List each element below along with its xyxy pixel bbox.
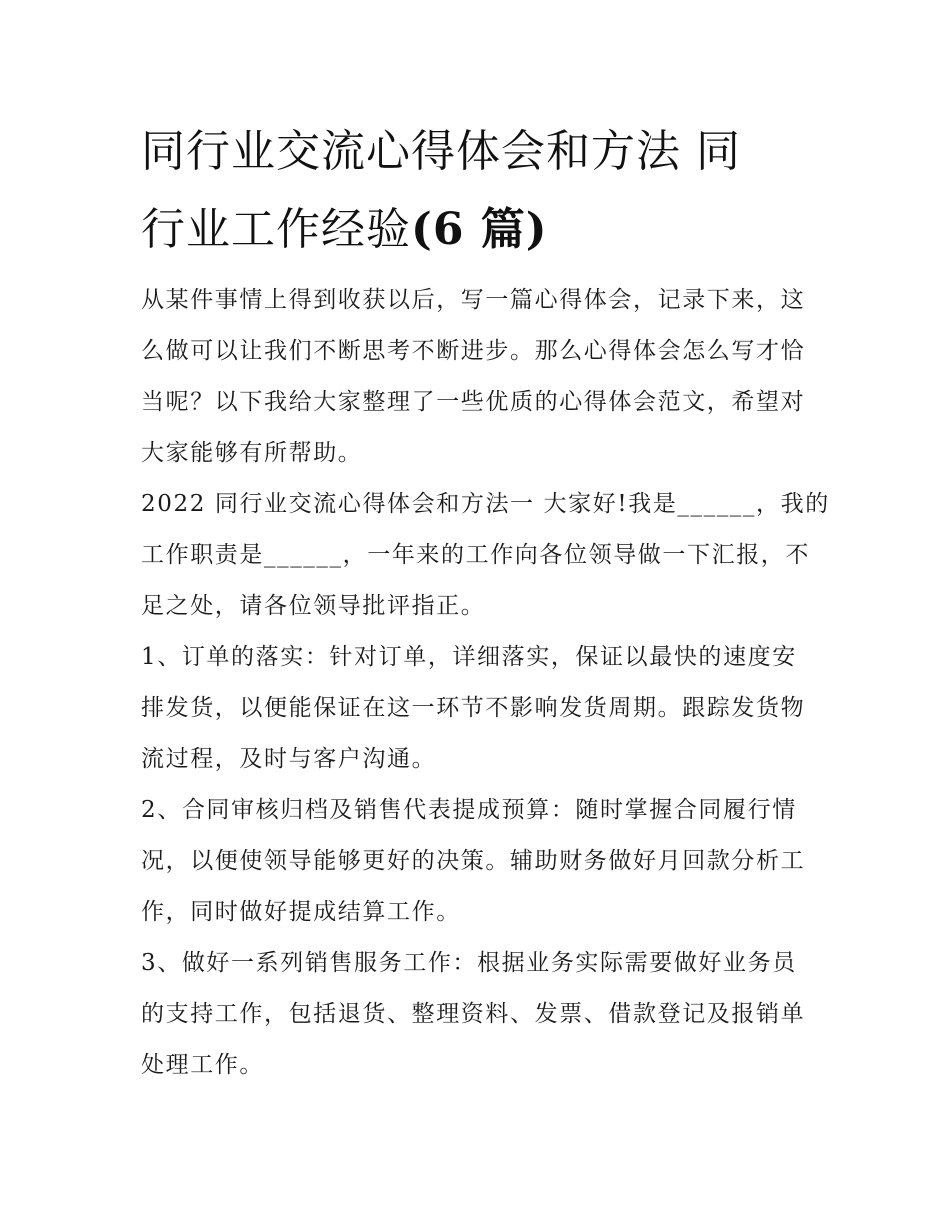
paragraph-line: 2022 同行业交流心得体会和方法一 大家好!我是______，我的 xyxy=(141,491,830,517)
paragraph-line: 1、订单的落实：针对订单，详细落实，保证以最快的速度安 xyxy=(141,644,797,670)
title-line-2 xyxy=(141,191,821,269)
paragraph-line: 2、合同审核归档及销售代表提成预算：随时掌握合同履行情 xyxy=(141,797,797,823)
paragraph-item-1 xyxy=(141,632,821,785)
paragraph-line: 流过程，及时与客户沟通。 xyxy=(141,746,437,772)
title-count: (6 篇) xyxy=(411,204,548,255)
paragraph-line: 处理工作。 xyxy=(141,1052,264,1078)
paragraph-line: 作，同时做好提成结算工作。 xyxy=(141,899,461,925)
paragraph-line: 3、做好一系列销售服务工作：根据业务实际需要做好业务员 xyxy=(141,950,797,976)
paragraph-line: 么做可以让我们不断思考不断进步。那么心得体会怎么写才恰 xyxy=(141,338,806,364)
paragraph-line: 况，以便使领导能够更好的决策。辅助财务做好月回款分析工 xyxy=(141,848,806,874)
paragraph-line: 足之处，请各位领导批评指正。 xyxy=(141,593,486,619)
paragraph-item-2 xyxy=(141,785,821,938)
paragraph-item-3 xyxy=(141,938,821,1091)
paragraph-line: 当呢？以下我给大家整理了一些优质的心得体会范文，希望对 xyxy=(141,389,806,415)
title-line-1: 同行业交流心得体会和方法 同 xyxy=(141,126,741,177)
title-line-2-text: 行业工作经验 xyxy=(141,204,411,255)
paragraph-line: 从某件事情上得到收获以后，写一篇心得体会，记录下来，这 xyxy=(141,287,806,313)
paragraph-line: 工作职责是______，一年来的工作向各位领导做一下汇报，不 xyxy=(141,542,810,568)
document-body xyxy=(141,275,830,1091)
paragraph-greeting xyxy=(141,479,830,632)
document-title xyxy=(141,113,821,269)
paragraph-line: 的支持工作，包括退货、整理资料、发票、借款登记及报销单 xyxy=(141,1001,806,1027)
paragraph-line: 排发货，以便能保证在这一环节不影响发货周期。跟踪发货物 xyxy=(141,695,806,721)
paragraph-line: 大家能够有所帮助。 xyxy=(141,440,363,466)
paragraph-intro xyxy=(141,275,821,479)
